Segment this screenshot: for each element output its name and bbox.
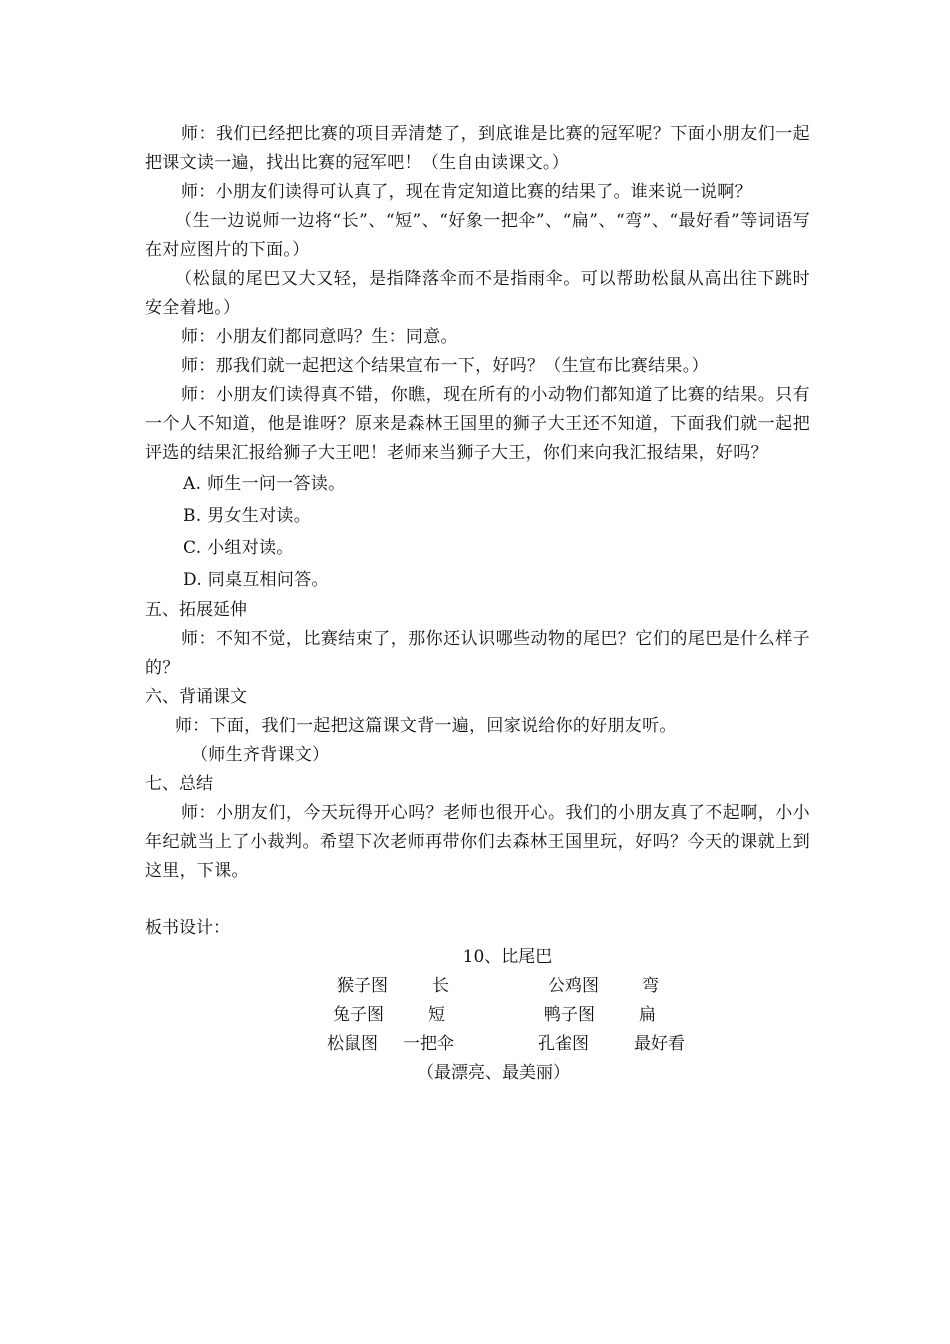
spacer — [145, 886, 810, 914]
board-cell: 鸭子图 — [544, 1005, 595, 1025]
board-footnote: （最漂亮、最美丽） — [417, 1063, 570, 1083]
board-cell: 最好看 — [634, 1034, 685, 1054]
paragraph-recite: 师：下面，我们一起把这篇课文背一遍，回家说给你的好朋友听。 — [175, 716, 677, 736]
board-row — [145, 972, 810, 1001]
section-heading-summary: 七、总结 — [145, 774, 213, 794]
board-cell: 短 — [428, 1005, 445, 1025]
paragraph-summary: 师：小朋友们，今天玩得开心吗？老师也很开心。我们的小朋友真了不起啊，小小年纪就当上了小裁判。希望下次老师再带你们去森林王国里玩，好吗？今天的课就上到这里，下课。 — [145, 803, 810, 881]
paragraph-lion-king: 师：小朋友们读得真不错，你瞧，现在所有的小动物们都知道了比赛的结果。只有一个人不知道，他是谁呀？原来是森林王国里的狮子大王还不知道，下面我们就一起把评选的结果汇报给狮子大王吧！老师来当狮子大王，你们来向我汇报结果，好吗？ — [145, 385, 810, 463]
section-heading-recite: 六、背诵课文 — [145, 687, 247, 707]
board-cell: 猴子图 — [337, 976, 388, 996]
board-cell: 松鼠图 — [327, 1034, 378, 1054]
option-c: C. 小组对读。 — [183, 538, 294, 558]
lesson-content — [145, 120, 810, 1088]
board-title: 10、比尾巴 — [462, 947, 553, 967]
section-heading-extension: 五、拓展延伸 — [145, 600, 247, 620]
option-d: D. 同桌互相问答。 — [183, 570, 329, 590]
paragraph-recite-note: （师生齐背课文） — [191, 745, 330, 765]
paragraph-squirrel-note: （松鼠的尾巴又大又轻，是指降落伞而不是指雨伞。可以帮助松鼠从高出往下跳时安全着地。） — [145, 269, 810, 318]
board-row — [145, 1001, 810, 1030]
board-cell: 孔雀图 — [538, 1034, 589, 1054]
board-row — [145, 1030, 810, 1059]
board-cell: 公鸡图 — [548, 976, 599, 996]
board-design-label: 板书设计： — [145, 918, 230, 938]
paragraph-agree: 师：小朋友们都同意吗？生：同意。 — [181, 327, 458, 347]
board-cell: 弯 — [642, 976, 659, 996]
paragraph-extension: 师：不知不觉，比赛结束了，那你还认识哪些动物的尾巴？它们的尾巴是什么样子的？ — [145, 629, 810, 678]
paragraph-student-words: （生一边说师一边将“长”、“短”、“好象一把伞”、“扁”、“弯”、“最好看”等词语写在对应图片的下面。） — [145, 211, 810, 260]
board-cell: 兔子图 — [333, 1005, 384, 1025]
paragraph-announce: 师：那我们就一起把这个结果宣布一下，好吗？（生宣布比赛结果。） — [181, 356, 709, 376]
board-cell: 长 — [432, 976, 449, 996]
paragraph-teacher-reading: 师：我们已经把比赛的项目弄清楚了，到底谁是比赛的冠军呢？下面小朋友们一起把课文读一遍，找出比赛的冠军吧！（生自由读课文。） — [145, 124, 810, 173]
board-cell: 扁 — [639, 1005, 656, 1025]
option-a: A. 师生一问一答读。 — [183, 474, 346, 494]
option-b: B. 男女生对读。 — [183, 506, 311, 526]
paragraph-teacher-result: 师：小朋友们读得可认真了，现在肯定知道比赛的结果了。谁来说一说啊？ — [181, 182, 752, 202]
board-cell: 一把伞 — [403, 1034, 454, 1054]
